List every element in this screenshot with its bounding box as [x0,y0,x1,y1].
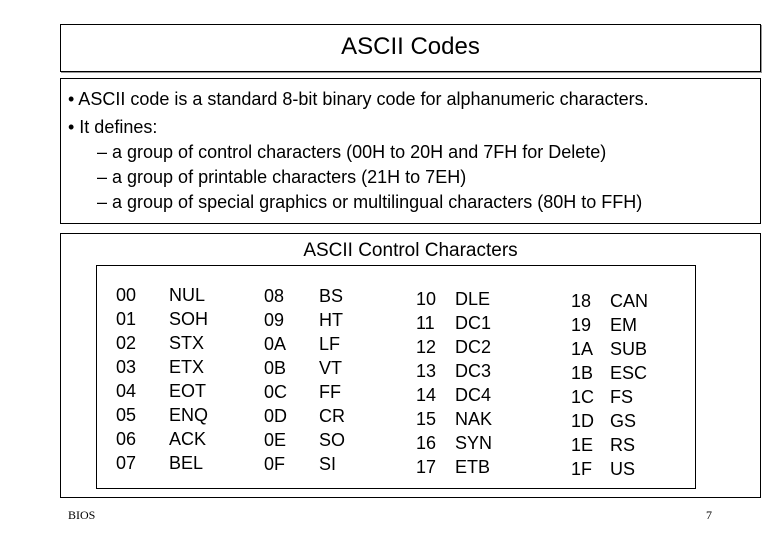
code-cell: 01 [116,309,137,329]
name-cell: SOH [169,309,209,329]
code-cell: 19 [571,315,592,335]
subbullet-control: – a group of control characters (00H to 20H and 7FH for Delete) [97,142,607,162]
name-cell: BEL [169,453,204,473]
code-cell: 1C [571,387,595,407]
bullet-it-defines: • It defines: [68,117,158,137]
code-cell: 08 [264,286,285,306]
name-cell: DC4 [455,385,492,405]
bullets-box [60,78,761,224]
name-cell: STX [169,333,205,353]
name-cell: CR [319,406,345,426]
bullet-ascii-definition: • ASCII code is a standard 8-bit binary code for alphanumeric characters. [68,89,649,109]
name-cell: DC1 [455,313,492,333]
name-cell: ETB [455,457,491,477]
code-cell: 00 [116,285,137,305]
code-cell: 10 [416,289,437,309]
group2-codes [264,284,287,476]
name-cell: EOT [169,381,207,401]
code-cell: 04 [116,381,137,401]
name-cell: ESC [610,363,648,383]
name-cell: SI [319,454,337,474]
code-cell: 09 [264,310,285,330]
code-cell: 18 [571,291,592,311]
group4-names [610,289,648,481]
name-cell: RS [610,435,636,455]
code-cell: 07 [116,453,137,473]
name-cell: ETX [169,357,205,377]
name-cell: HT [319,310,343,330]
code-cell: 15 [416,409,437,429]
group1-names [169,283,208,475]
name-cell: US [610,459,636,479]
name-cell: DC3 [455,361,492,381]
code-cell: 1A [571,339,594,359]
group1-codes [116,283,136,475]
name-cell: FS [610,387,634,407]
code-cell: 1E [571,435,594,455]
code-cell: 1B [571,363,594,383]
code-cell: 0E [264,430,287,450]
name-cell: NUL [169,285,206,305]
name-cell: EM [610,315,637,335]
name-cell: CAN [610,291,649,311]
name-cell: BS [319,286,344,306]
name-cell: LF [319,334,341,354]
code-cell: 0D [264,406,288,426]
code-cell: 11 [416,313,435,333]
group3-names [455,287,492,479]
code-cell: 0F [264,454,286,474]
name-cell: VT [319,358,343,378]
title-box [60,24,761,72]
code-cell: 14 [416,385,437,405]
code-cell: 02 [116,333,137,353]
code-cell: 13 [416,361,437,381]
name-cell: NAK [455,409,493,429]
name-cell: GS [610,411,637,431]
name-cell: SO [319,430,346,450]
page-number: 7 [706,508,712,522]
footer-label: BIOS [68,508,96,522]
code-cell: 0B [264,358,287,378]
code-cell: 03 [116,357,137,377]
name-cell: ENQ [169,405,209,425]
code-cell: 06 [116,429,137,449]
name-cell: SUB [610,339,648,359]
subbullet-special: – a group of special graphics or multilingual characters (80H to FFH) [97,192,643,212]
name-cell: DLE [455,289,491,309]
slide-title: ASCII Codes [341,33,480,60]
code-cell: 1D [571,411,595,431]
group3-codes [416,287,436,479]
group4-codes [571,289,594,481]
code-cell: 17 [416,457,437,477]
name-cell: ACK [169,429,207,449]
code-cell: 0C [264,382,288,402]
code-cell: 1F [571,459,593,479]
name-cell: DC2 [455,337,492,357]
name-cell: SYN [455,433,493,453]
code-cell: 0A [264,334,287,354]
name-cell: FF [319,382,341,402]
group2-names [319,284,345,476]
control-characters-title: ASCII Control Characters [303,240,518,261]
code-cell: 16 [416,433,437,453]
subbullet-printable: – a group of printable characters (21H to 7EH) [97,167,467,187]
code-cell: 05 [116,405,137,425]
code-cell: 12 [416,337,437,357]
